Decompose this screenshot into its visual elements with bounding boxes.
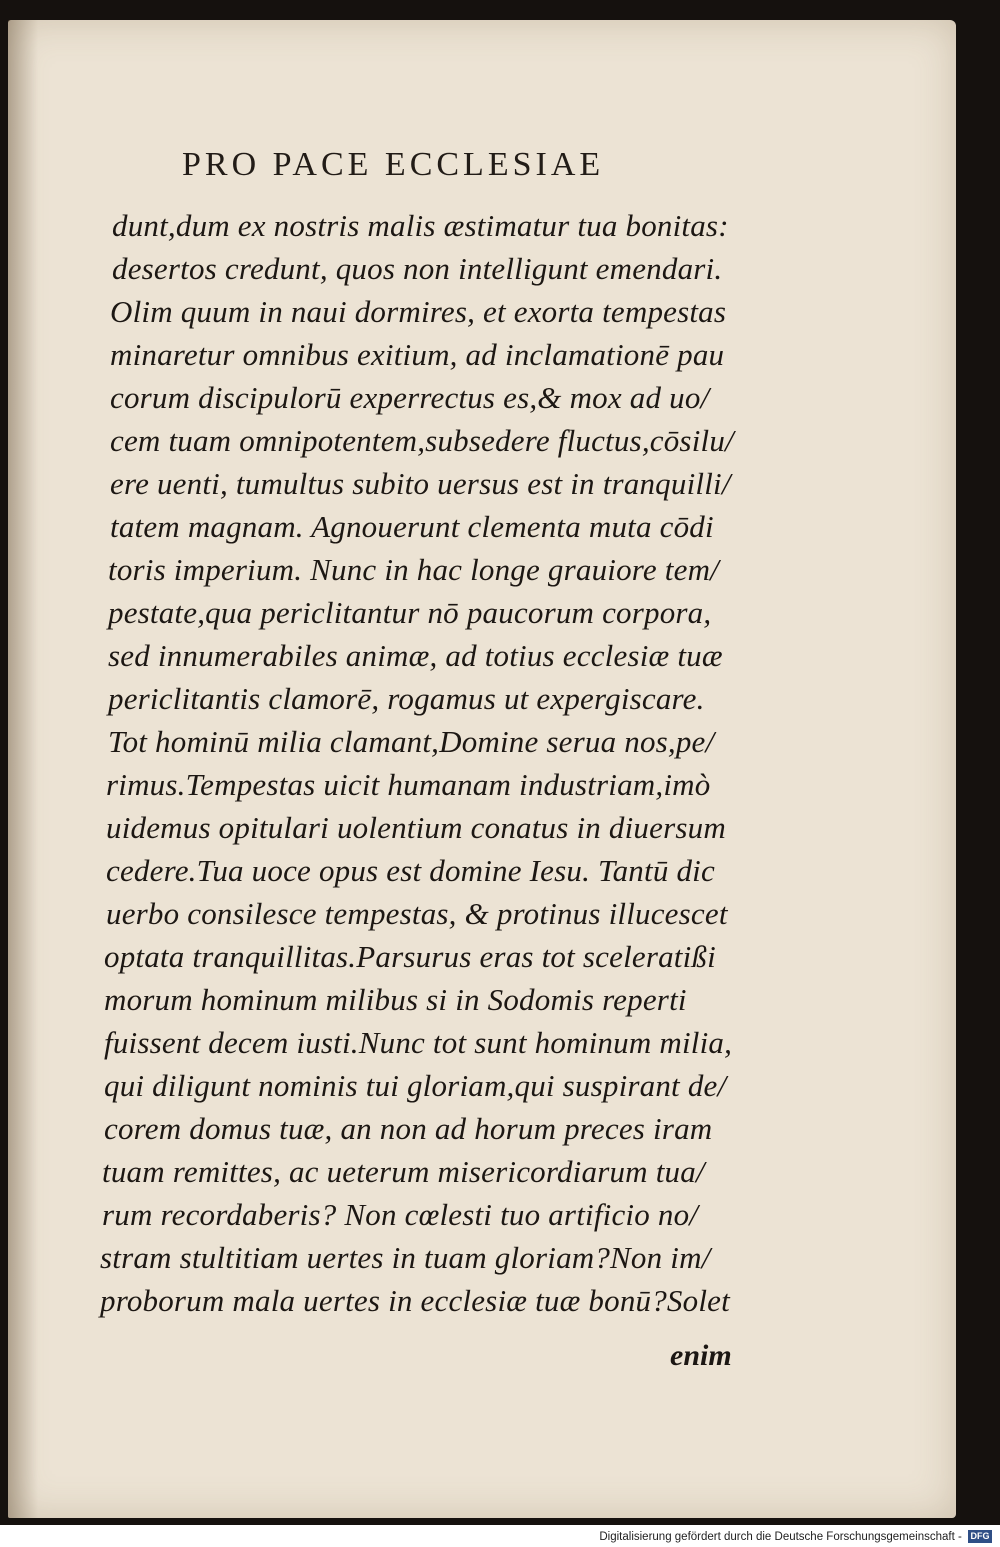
catchword: enim [670,1339,732,1372]
text-line: morum hominum milibus si in Sodomis reperti [104,982,687,1017]
text-line: periclitantis clamorē, rogamus ut expergiscare. [108,681,705,716]
credit-text: Digitalisierung gefördert durch die Deutsche Forschungsgemeinschaft - [599,1531,962,1543]
text-line: qui diligunt nominis tui gloriam,qui suspirant de/ [104,1068,727,1103]
text-line: toris imperium. Nunc in hac longe grauiore tem/ [108,552,719,587]
dfg-logo: DFG [968,1530,992,1543]
text-line: proborum mala uertes in ecclesiæ tuæ bonū?Solet [100,1283,730,1318]
text-line: rimus.Tempestas uicit humanam industriam,imò [106,767,711,802]
text-line: pestate,qua periclitantur nō paucorum corpora, [108,595,712,630]
digitization-credit [560,1527,992,1547]
text-line: optata tranquillitas.Parsurus eras tot sceleratißi [104,939,716,974]
text-line: corem domus tuæ, an non ad horum preces iram [104,1111,713,1146]
text-line: uerbo consilesce tempestas, & protinus illucescet [106,896,728,931]
text-line: rum recordaberis? Non cœlesti tuo artificio no/ [102,1197,699,1232]
running-head: PRO PACE ECCLESIAE [182,146,605,183]
text-line: tuam remittes, ac ueterum misericordiarum tua/ [102,1154,705,1189]
text-line: Olim quum in naui dormires, et exorta tempestas [110,294,727,329]
text-line: ere uenti, tumultus subito uersus est in tranquilli/ [110,466,731,501]
text-line: fuissent decem iusti.Nunc tot sunt hominum milia, [104,1025,733,1060]
text-line: cem tuam omnipotentem,subsedere fluctus,cōsilu/ [110,423,734,458]
text-line: tatem magnam. Agnouerunt clementa muta cōdi [110,509,714,544]
text-line: Tot hominū milia clamant,Domine serua nos,pe/ [108,724,715,759]
text-line: minaretur omnibus exitium, ad inclamationē pau [110,337,725,372]
text-line: cedere.Tua uoce opus est domine Iesu. Tantū dic [106,853,715,888]
text-line: corum discipulorū experrectus es,& mox ad uo/ [110,380,710,415]
text-line: stram stultitiam uertes in tuam gloriam?Non im/ [100,1240,711,1275]
text-line: desertos credunt, quos non intelligunt emendari. [112,251,723,286]
text-line: uidemus opitulari uolentium conatus in diuersum [106,810,726,845]
text-line: dunt,dum ex nostris malis æstimatur tua bonitas: [112,208,729,243]
text-line: sed innumerabiles animæ, ad totius ecclesiæ tuæ [108,638,723,673]
